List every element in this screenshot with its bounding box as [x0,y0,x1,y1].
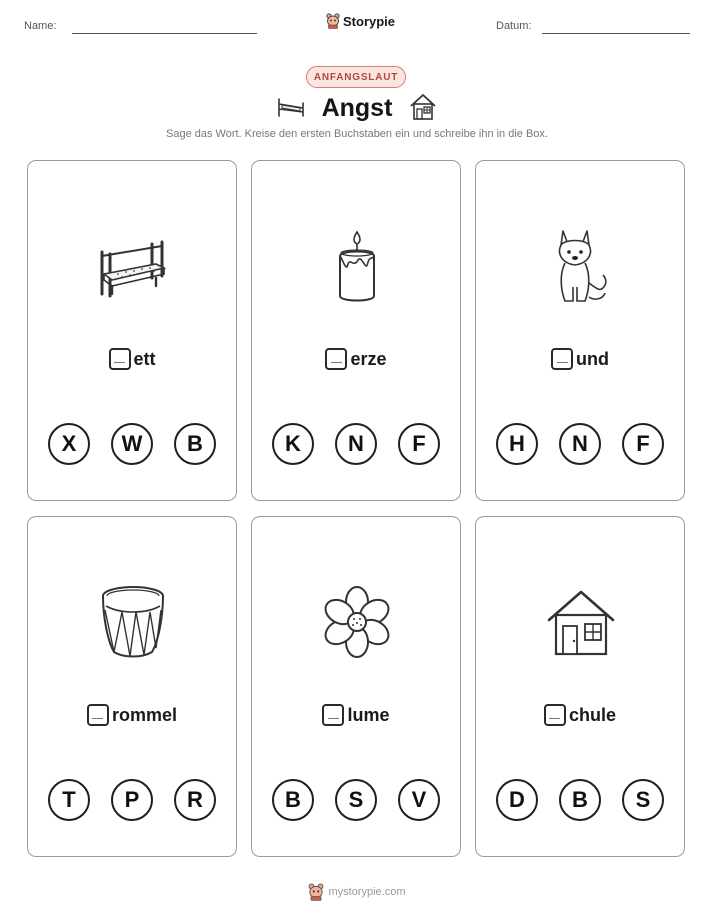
letter-choice[interactable]: X [48,423,90,465]
letter-choices [476,423,684,465]
category-badge: ANFANGSLAUT [306,66,406,88]
name-field-line[interactable] [72,33,257,34]
word-row [476,348,684,370]
letter-choice[interactable]: V [398,779,440,821]
flower-icon [320,585,394,659]
instructions-text: Sage das Wort. Kreise den ersten Buchstaben ein und schreibe ihn in die Box. [166,128,548,140]
letter-choice[interactable]: H [496,423,538,465]
word-card-1 [27,160,237,501]
card-picture [83,221,183,311]
card-picture [307,577,407,667]
letter-choice[interactable]: B [272,779,314,821]
card-picture [531,577,631,667]
letter-choice[interactable]: S [622,779,664,821]
drum-icon [100,584,166,660]
name-label: Name: [24,20,57,32]
word-ending: rommel [111,704,178,725]
word-row [28,348,236,370]
title-row [0,92,714,124]
page-title: Angst [321,94,393,122]
answer-box[interactable] [551,348,573,370]
letter-choices [476,779,684,821]
letter-choice[interactable]: K [272,423,314,465]
date-field-line[interactable] [542,33,690,34]
word-ending: erze [350,348,387,369]
letter-choice[interactable]: R [174,779,216,821]
card-picture [531,221,631,311]
letter-choice[interactable]: D [496,779,538,821]
letter-choice[interactable]: T [48,779,90,821]
letter-choice[interactable]: B [174,423,216,465]
dog-icon [551,227,611,305]
bed-icon [96,234,170,298]
letter-choice[interactable]: B [559,779,601,821]
word-ending: chule [568,704,616,725]
worksheet-header [0,0,714,50]
letter-choice[interactable]: S [335,779,377,821]
letter-choices [28,423,236,465]
word-card-4 [27,516,237,857]
letter-choice[interactable]: F [622,423,664,465]
letter-choices [28,779,236,821]
word-ending: ett [133,348,156,369]
letter-choice[interactable]: N [559,423,601,465]
candle-icon [332,228,382,304]
answer-box[interactable] [544,704,566,726]
answer-box[interactable] [109,348,131,370]
letter-choices [252,779,460,821]
footer [0,883,714,901]
letter-choice[interactable]: F [398,423,440,465]
house-icon [408,92,438,122]
letter-choice[interactable]: P [111,779,153,821]
letter-choice[interactable]: N [335,423,377,465]
date-label: Datum: [496,20,532,32]
word-card-6 [475,516,685,857]
brand-logo [326,13,395,29]
storypie-mascot-icon [326,13,340,29]
word-row [252,348,460,370]
storypie-mascot-icon [308,883,324,901]
word-ending: lume [347,704,390,725]
word-card-3 [475,160,685,501]
footer-url[interactable]: mystorypie.com [328,886,406,898]
word-row [28,704,236,726]
letter-choice[interactable]: W [111,423,153,465]
brand-name: Storypie [343,13,396,29]
card-picture [83,577,183,667]
answer-box[interactable] [325,348,347,370]
word-ending: und [576,348,609,369]
word-row [476,704,684,726]
letter-choices [252,423,460,465]
answer-box[interactable] [87,704,109,726]
word-card-2 [251,160,461,501]
house-icon [545,586,617,658]
word-row [252,704,460,726]
answer-box[interactable] [322,704,344,726]
word-card-5 [251,516,461,857]
card-picture [307,221,407,311]
